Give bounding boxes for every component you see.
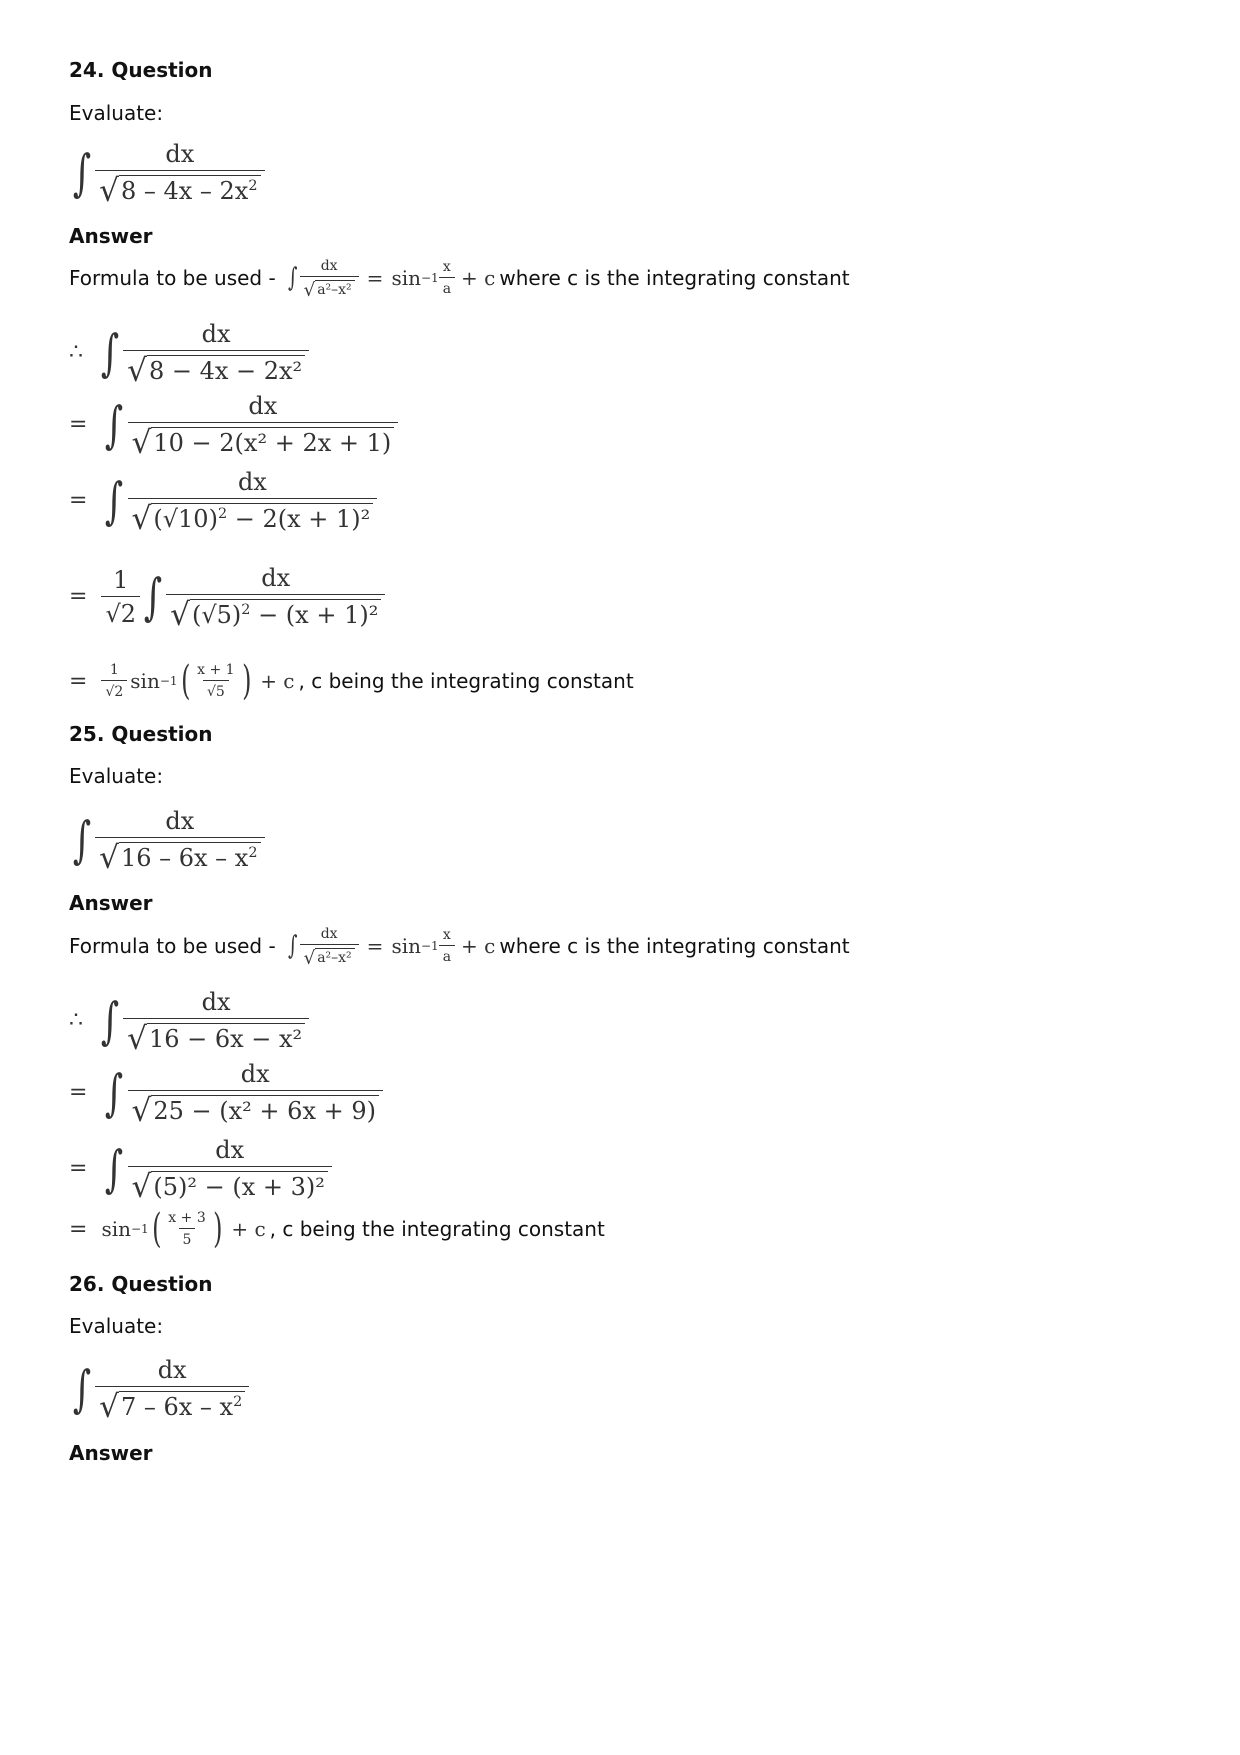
integral-sign: ∫ [72, 143, 92, 202]
question-26-answer-label: Answer [69, 1441, 153, 1465]
question-24-step-3: = ∫ dx √ $(√10)^2 - 2(x + 1)^2$ [69, 468, 377, 533]
question-25-step-3: = ∫ dx √ (5)² − (x + 3)² [69, 1136, 332, 1201]
question-25-final: = sin −1 ( $\frac{x + 3}{5}$ ) + c , c being the integrating constant [69, 1206, 605, 1252]
question-24-step-4: = $\frac{1}{√2}$ ∫ dx √ $(√5)^2 - (x + 1)^2$ [69, 564, 385, 629]
question-24-final: = $\frac{1}{√2}$ sin −1 ( $\frac{x + 1}{√5}$ ) + c , c being the integrating constant [69, 658, 634, 704]
question-25-heading: 25. Question [69, 722, 213, 746]
numerator: dx [165, 140, 195, 168]
question-24-formula: Formula to be used - ∫ dx √ a²–x² = sin −1 $\frac{x}{a}$ + c where c is the integrating constant [69, 258, 850, 301]
question-25-step-1: ∴ ∫ dx √ 16 − 6x − x² [69, 988, 309, 1053]
question-25-integral: ∫ dx √ $16 - 6x - x^2$ [69, 807, 265, 872]
question-24-step-1: ∴ ∫ dx √ 8 − 4x − 2x² [69, 320, 309, 385]
denominator: 8 – 4x – 2x [120, 177, 249, 206]
question-26-integral: ∫ dx √ $7 - 6x - x^2$ [69, 1356, 249, 1421]
question-26-heading: 26. Question [69, 1272, 213, 1296]
question-24-prompt: Evaluate: [69, 101, 164, 125]
question-25-answer-label: Answer [69, 891, 153, 915]
question-25-formula: Formula to be used - ∫ dx √ a²–x² = sin −1 $\frac{x}{a}$ + c where c is the integrating constant [69, 926, 850, 969]
question-26-prompt: Evaluate: [69, 1314, 164, 1338]
question-25-prompt: Evaluate: [69, 764, 164, 788]
question-24-step-2: = ∫ dx √ 10 − 2(x² + 2x + 1) [69, 392, 398, 457]
question-24-answer-label: Answer [69, 224, 153, 248]
question-25-step-2: = ∫ dx √ 25 − (x² + 6x + 9) [69, 1060, 383, 1125]
question-24-heading: 24. Question [69, 58, 213, 82]
question-24-integral: ∫ dx √ $8 - 4x - 2x^2$ [69, 140, 265, 205]
